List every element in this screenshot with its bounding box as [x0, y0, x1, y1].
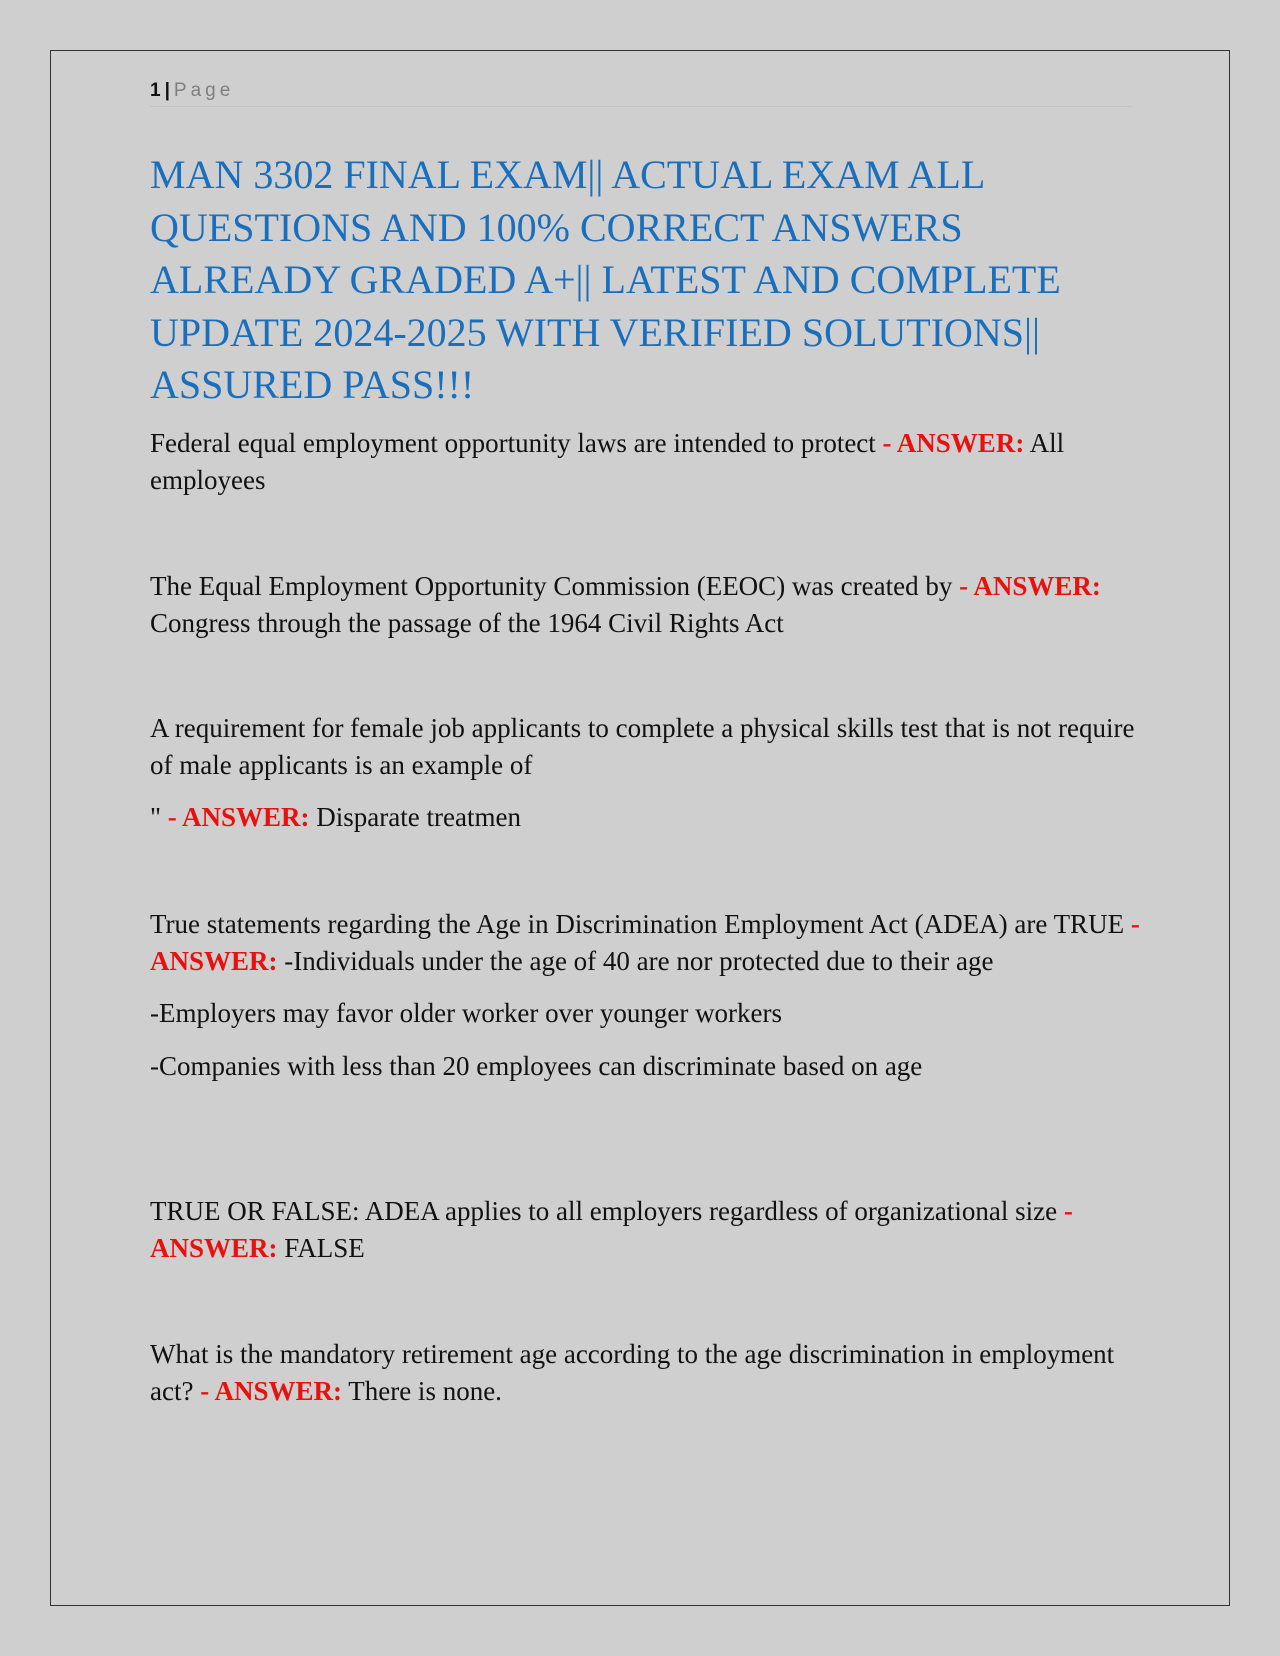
document-title: MAN 3302 FINAL EXAM|| ACTUAL EXAM ALL QUESTIONS AND 100% CORRECT ANSWERS ALREADY GRADED A+|| LATEST AND COMPLETE UPDATE 2024-2025 WITH VERIFIED SOLUTIONS|| ASSURED PASS!!!: [150, 152, 1061, 407]
qa-paragraph: [150, 568, 1140, 641]
answer-text: FALSE: [284, 1232, 365, 1263]
qa-item-6: [150, 1336, 1140, 1409]
answer-line: -Companies with less than 20 employees can discriminate based on age: [150, 1050, 923, 1081]
answer-text: -Individuals under the age of 40 are nor protected due to their age: [284, 945, 994, 976]
answer-marker: - ANSWER:: [959, 571, 1101, 601]
question-text: Federal equal employment opportunity laws are intended to protect: [150, 428, 876, 458]
qa-paragraph: [150, 425, 1140, 498]
answer-marker: - ANSWER:: [882, 428, 1025, 458]
answer-marker: - ANSWER:: [200, 1375, 342, 1406]
page-header-label: Page: [173, 80, 235, 101]
question-text: A requirement for female job applicants to complete a physical skills test that is not require of male applicants is an example of: [150, 713, 1135, 780]
qa-item-4: [150, 906, 1140, 1084]
answer-marker: - ANSWER:: [150, 909, 1140, 976]
page-number: 1: [150, 80, 161, 101]
answer-text: There is none.: [348, 1375, 502, 1406]
qa-item-5: [150, 1193, 1140, 1266]
qa-paragraph: [150, 1193, 1140, 1266]
qa-item-1: [150, 425, 1140, 498]
question-text: What is the mandatory retirement age according to the age discrimination in employment act?: [150, 1339, 1115, 1406]
answer-marker: - ANSWER:: [167, 802, 310, 832]
question-text: TRUE OR FALSE: ADEA applies to all employers regardless of organizational size: [150, 1196, 1058, 1226]
answer-marker: - ANSWER:: [150, 1196, 1073, 1263]
qa-paragraph: [150, 906, 1140, 979]
answer-text: Disparate treatmen: [316, 802, 521, 832]
answer-text: All employees: [150, 428, 1065, 495]
qa-paragraph: [150, 799, 1140, 836]
question-continuation: ": [150, 802, 162, 832]
qa-paragraph: [150, 1336, 1140, 1409]
qa-item-3: [150, 710, 1140, 836]
answer-text: Congress through the passage of the 1964 Civil Rights Act: [150, 607, 784, 638]
question-text: The Equal Employment Opportunity Commission (EEOC) was created by: [150, 571, 953, 601]
question-text: True statements regarding the Age in Discrimination Employment Act (ADEA) are TRUE: [150, 909, 1125, 939]
qa-item-2: [150, 568, 1140, 641]
page-header-separator: |: [164, 80, 170, 101]
answer-line: -Employers may favor older worker over younger workers: [150, 998, 783, 1028]
qa-paragraph: [150, 710, 1140, 783]
page-header: [150, 78, 1132, 107]
